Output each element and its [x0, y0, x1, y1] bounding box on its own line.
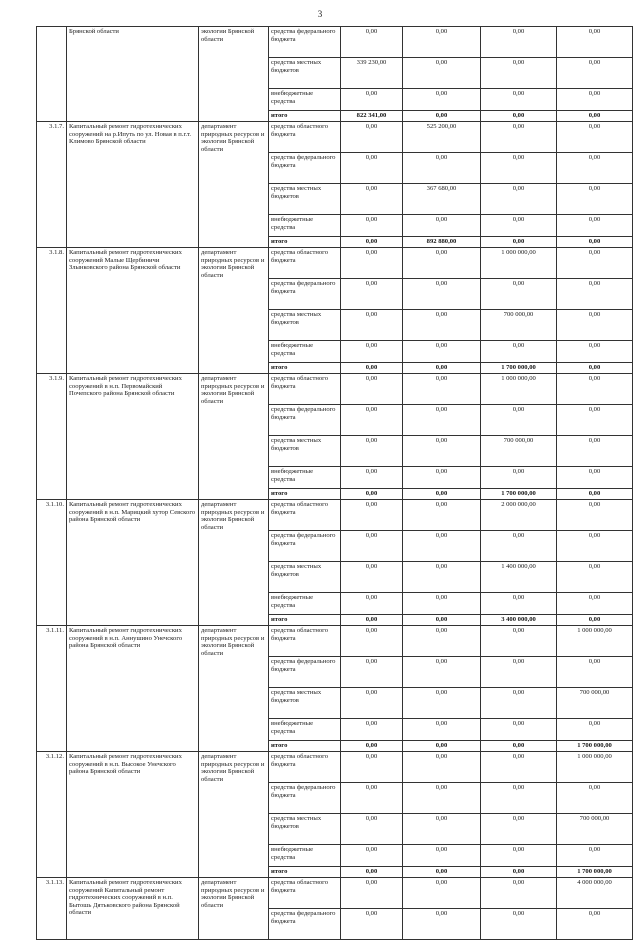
amount-cell: 0,00 [557, 657, 633, 688]
amount-cell: 0,00 [403, 562, 481, 593]
amount-cell: 1 700 000,00 [557, 867, 633, 878]
project-name: Капитальный ремонт гидротехнических сооружений в н.п. Аннушино Унечского района Брянской области [67, 626, 199, 752]
amount-cell: 0,00 [481, 111, 557, 122]
funding-source: средства федерального бюджета [269, 657, 341, 688]
amount-cell: 700 000,00 [481, 310, 557, 341]
amount-cell: 0,00 [557, 341, 633, 363]
amount-cell: 0,00 [481, 845, 557, 867]
executor-name: департамент природных ресурсов и экологии Брянской области [199, 878, 269, 940]
amount-cell: 0,00 [403, 215, 481, 237]
executor-name: экологии Брянской области [199, 27, 269, 122]
amount-cell: 0,00 [481, 58, 557, 89]
item-index: 3.1.10. [37, 500, 67, 626]
amount-cell: 0,00 [341, 909, 403, 940]
amount-cell: 0,00 [341, 531, 403, 562]
funding-row [37, 626, 633, 657]
amount-cell: 0,00 [341, 878, 403, 909]
amount-cell: 0,00 [557, 279, 633, 310]
amount-cell: 700 000,00 [557, 814, 633, 845]
amount-cell: 0,00 [557, 363, 633, 374]
amount-cell: 0,00 [557, 248, 633, 279]
funding-source: внебюджетные средства [269, 719, 341, 741]
amount-cell: 0,00 [403, 111, 481, 122]
amount-cell: 0,00 [481, 688, 557, 719]
item-index: 3.1.9. [37, 374, 67, 500]
amount-cell: 0,00 [557, 111, 633, 122]
amount-cell: 0,00 [403, 248, 481, 279]
amount-cell: 0,00 [341, 153, 403, 184]
amount-cell: 0,00 [403, 719, 481, 741]
amount-cell: 0,00 [481, 752, 557, 783]
funding-source: средства федерального бюджета [269, 783, 341, 814]
funding-source: внебюджетные средства [269, 845, 341, 867]
executor-name: департамент природных ресурсов и экологии Брянской области [199, 500, 269, 626]
amount-cell: 700 000,00 [557, 688, 633, 719]
amount-cell: 0,00 [557, 500, 633, 531]
funding-source: средства местных бюджетов [269, 688, 341, 719]
amount-cell: 0,00 [341, 374, 403, 405]
amount-cell: 0,00 [557, 436, 633, 467]
amount-cell: 0,00 [403, 626, 481, 657]
amount-cell: 1 700 000,00 [557, 741, 633, 752]
amount-cell: 0,00 [403, 615, 481, 626]
amount-cell: 0,00 [403, 500, 481, 531]
amount-cell: 0,00 [481, 27, 557, 58]
amount-cell: 0,00 [481, 593, 557, 615]
amount-cell: 0,00 [341, 237, 403, 248]
executor-name: департамент природных ресурсов и экологии Брянской области [199, 248, 269, 374]
amount-cell: 0,00 [341, 89, 403, 111]
amount-cell: 0,00 [481, 237, 557, 248]
amount-cell: 0,00 [403, 688, 481, 719]
amount-cell: 0,00 [557, 184, 633, 215]
amount-cell: 0,00 [341, 688, 403, 719]
amount-cell: 0,00 [403, 531, 481, 562]
project-name: Капитальный ремонт гидротехнических сооружений в н.п. Первомайский Почепского района Брянской области [67, 374, 199, 500]
amount-cell: 0,00 [481, 279, 557, 310]
amount-cell: 700 000,00 [481, 436, 557, 467]
amount-cell: 0,00 [403, 814, 481, 845]
amount-cell: 0,00 [341, 363, 403, 374]
funding-row [37, 27, 633, 58]
amount-cell: 0,00 [341, 341, 403, 363]
amount-cell: 0,00 [481, 878, 557, 909]
amount-cell: 892 880,00 [403, 237, 481, 248]
funding-source: средства местных бюджетов [269, 310, 341, 341]
amount-cell: 0,00 [481, 153, 557, 184]
amount-cell: 339 230,00 [341, 58, 403, 89]
amount-cell: 0,00 [341, 467, 403, 489]
amount-cell: 0,00 [403, 783, 481, 814]
amount-cell: 0,00 [481, 867, 557, 878]
funding-source: средства местных бюджетов [269, 58, 341, 89]
funding-row [37, 374, 633, 405]
amount-cell: 0,00 [557, 27, 633, 58]
amount-cell: 1 400 000,00 [481, 562, 557, 593]
funding-source: средства областного бюджета [269, 248, 341, 279]
amount-cell: 0,00 [481, 814, 557, 845]
funding-source: средства областного бюджета [269, 626, 341, 657]
amount-cell: 0,00 [403, 867, 481, 878]
amount-cell: 1 000 000,00 [557, 752, 633, 783]
amount-cell: 1 700 000,00 [481, 489, 557, 500]
funding-row [37, 752, 633, 783]
funding-row [37, 248, 633, 279]
funding-source: итого [269, 489, 341, 500]
funding-source: средства федерального бюджета [269, 531, 341, 562]
amount-cell: 0,00 [341, 500, 403, 531]
executor-name: департамент природных ресурсов и экологии Брянской области [199, 752, 269, 878]
amount-cell: 0,00 [557, 58, 633, 89]
amount-cell: 0,00 [557, 909, 633, 940]
funding-source: средства областного бюджета [269, 122, 341, 153]
amount-cell: 0,00 [481, 467, 557, 489]
funding-source: средства областного бюджета [269, 878, 341, 909]
amount-cell: 0,00 [341, 657, 403, 688]
funding-source: средства местных бюджетов [269, 184, 341, 215]
amount-cell: 0,00 [341, 845, 403, 867]
amount-cell: 0,00 [341, 248, 403, 279]
amount-cell: 0,00 [557, 215, 633, 237]
amount-cell: 0,00 [557, 845, 633, 867]
amount-cell: 0,00 [557, 783, 633, 814]
project-name: Капитальный ремонт гидротехнических сооружений Малые Щербиничи Злынковского района Брянской области [67, 248, 199, 374]
funding-source: внебюджетные средства [269, 89, 341, 111]
amount-cell: 0,00 [341, 215, 403, 237]
funding-source: итого [269, 867, 341, 878]
amount-cell: 0,00 [481, 719, 557, 741]
amount-cell: 0,00 [557, 122, 633, 153]
amount-cell: 0,00 [341, 562, 403, 593]
funding-source: средства областного бюджета [269, 500, 341, 531]
amount-cell: 0,00 [481, 89, 557, 111]
amount-cell: 0,00 [341, 752, 403, 783]
funding-source: средства федерального бюджета [269, 27, 341, 58]
item-index: 3.1.13. [37, 878, 67, 940]
funding-source: итого [269, 363, 341, 374]
funding-source: внебюджетные средства [269, 467, 341, 489]
amount-cell: 0,00 [341, 626, 403, 657]
amount-cell: 0,00 [557, 237, 633, 248]
project-name: Брянской области [67, 27, 199, 122]
item-index: 3.1.12. [37, 752, 67, 878]
amount-cell: 0,00 [403, 58, 481, 89]
amount-cell: 0,00 [403, 489, 481, 500]
funding-source: внебюджетные средства [269, 593, 341, 615]
executor-name: департамент природных ресурсов и экологии Брянской области [199, 374, 269, 500]
amount-cell: 0,00 [557, 531, 633, 562]
amount-cell: 1 700 000,00 [481, 363, 557, 374]
amount-cell: 0,00 [481, 215, 557, 237]
amount-cell: 0,00 [341, 310, 403, 341]
item-index: 3.1.7. [37, 122, 67, 248]
amount-cell: 0,00 [481, 405, 557, 436]
amount-cell: 0,00 [403, 878, 481, 909]
funding-source: средства федерального бюджета [269, 909, 341, 940]
amount-cell: 0,00 [341, 615, 403, 626]
amount-cell: 0,00 [341, 184, 403, 215]
amount-cell: 0,00 [481, 741, 557, 752]
amount-cell: 0,00 [341, 719, 403, 741]
amount-cell: 0,00 [341, 867, 403, 878]
amount-cell: 0,00 [403, 845, 481, 867]
amount-cell: 0,00 [481, 626, 557, 657]
amount-cell: 0,00 [403, 363, 481, 374]
funding-source: внебюджетные средства [269, 341, 341, 363]
amount-cell: 0,00 [557, 719, 633, 741]
amount-cell: 0,00 [403, 657, 481, 688]
amount-cell: 3 400 000,00 [481, 615, 557, 626]
amount-cell: 0,00 [403, 752, 481, 783]
amount-cell: 0,00 [341, 489, 403, 500]
project-name: Капитальный ремонт гидротехнических сооружений в н.п. Марицкий хутор Севского района Брянской области [67, 500, 199, 626]
amount-cell: 0,00 [557, 153, 633, 184]
item-index: 3.1.11. [37, 626, 67, 752]
amount-cell: 0,00 [403, 153, 481, 184]
amount-cell: 0,00 [557, 562, 633, 593]
budget-table [36, 26, 633, 940]
funding-source: итого [269, 615, 341, 626]
amount-cell: 0,00 [403, 405, 481, 436]
funding-row [37, 500, 633, 531]
amount-cell: 0,00 [557, 615, 633, 626]
amount-cell: 0,00 [341, 405, 403, 436]
funding-source: итого [269, 111, 341, 122]
amount-cell: 0,00 [341, 279, 403, 310]
amount-cell: 0,00 [403, 741, 481, 752]
amount-cell: 0,00 [341, 436, 403, 467]
funding-source: итого [269, 237, 341, 248]
amount-cell: 0,00 [403, 341, 481, 363]
amount-cell: 0,00 [403, 593, 481, 615]
amount-cell: 0,00 [341, 27, 403, 58]
executor-name: департамент природных ресурсов и экологии Брянской области [199, 626, 269, 752]
funding-row [37, 122, 633, 153]
amount-cell: 0,00 [557, 374, 633, 405]
amount-cell: 1 000 000,00 [481, 248, 557, 279]
funding-source: средства местных бюджетов [269, 562, 341, 593]
funding-source: итого [269, 741, 341, 752]
amount-cell: 0,00 [481, 341, 557, 363]
amount-cell: 0,00 [557, 89, 633, 111]
amount-cell: 2 000 000,00 [481, 500, 557, 531]
amount-cell: 0,00 [557, 593, 633, 615]
item-index [37, 27, 67, 122]
project-name: Капитальный ремонт гидротехнических сооружений на р.Ипуть по ул. Новая в п.г.т. Климово Брянской области [67, 122, 199, 248]
amount-cell: 0,00 [481, 783, 557, 814]
amount-cell: 0,00 [481, 184, 557, 215]
project-name: Капитальный ремонт гидротехнических сооружений Капитальный ремонт гидротехнических сооружений в н.п. Бытошь Дятьковского района Брянской области [67, 878, 199, 940]
amount-cell: 1 000 000,00 [557, 626, 633, 657]
amount-cell: 0,00 [403, 467, 481, 489]
project-name: Капитальный ремонт гидротехнических сооружений в н.п. Высокое Унечского района Брянской области [67, 752, 199, 878]
amount-cell: 0,00 [403, 374, 481, 405]
amount-cell: 0,00 [403, 279, 481, 310]
amount-cell: 4 000 000,00 [557, 878, 633, 909]
amount-cell: 0,00 [403, 27, 481, 58]
amount-cell: 367 680,00 [403, 184, 481, 215]
amount-cell: 0,00 [341, 741, 403, 752]
funding-source: средства федерального бюджета [269, 153, 341, 184]
funding-source: средства местных бюджетов [269, 814, 341, 845]
amount-cell: 0,00 [481, 657, 557, 688]
funding-source: средства федерального бюджета [269, 279, 341, 310]
amount-cell: 0,00 [557, 489, 633, 500]
page-number: 3 [317, 9, 323, 19]
amount-cell: 0,00 [341, 783, 403, 814]
amount-cell: 0,00 [403, 909, 481, 940]
amount-cell: 0,00 [341, 593, 403, 615]
amount-cell: 0,00 [481, 531, 557, 562]
funding-source: средства областного бюджета [269, 374, 341, 405]
item-index: 3.1.8. [37, 248, 67, 374]
amount-cell: 0,00 [341, 122, 403, 153]
funding-source: средства федерального бюджета [269, 405, 341, 436]
amount-cell: 822 341,00 [341, 111, 403, 122]
amount-cell: 1 000 000,00 [481, 374, 557, 405]
amount-cell: 0,00 [557, 310, 633, 341]
funding-row [37, 878, 633, 909]
funding-source: средства областного бюджета [269, 752, 341, 783]
amount-cell: 0,00 [557, 405, 633, 436]
funding-source: средства местных бюджетов [269, 436, 341, 467]
amount-cell: 0,00 [403, 436, 481, 467]
funding-source: внебюджетные средства [269, 215, 341, 237]
amount-cell: 0,00 [403, 89, 481, 111]
amount-cell: 0,00 [557, 467, 633, 489]
executor-name: департамент природных ресурсов и экологии Брянской области [199, 122, 269, 248]
amount-cell: 0,00 [481, 122, 557, 153]
amount-cell: 0,00 [403, 310, 481, 341]
amount-cell: 0,00 [341, 814, 403, 845]
amount-cell: 0,00 [481, 909, 557, 940]
amount-cell: 525 200,00 [403, 122, 481, 153]
